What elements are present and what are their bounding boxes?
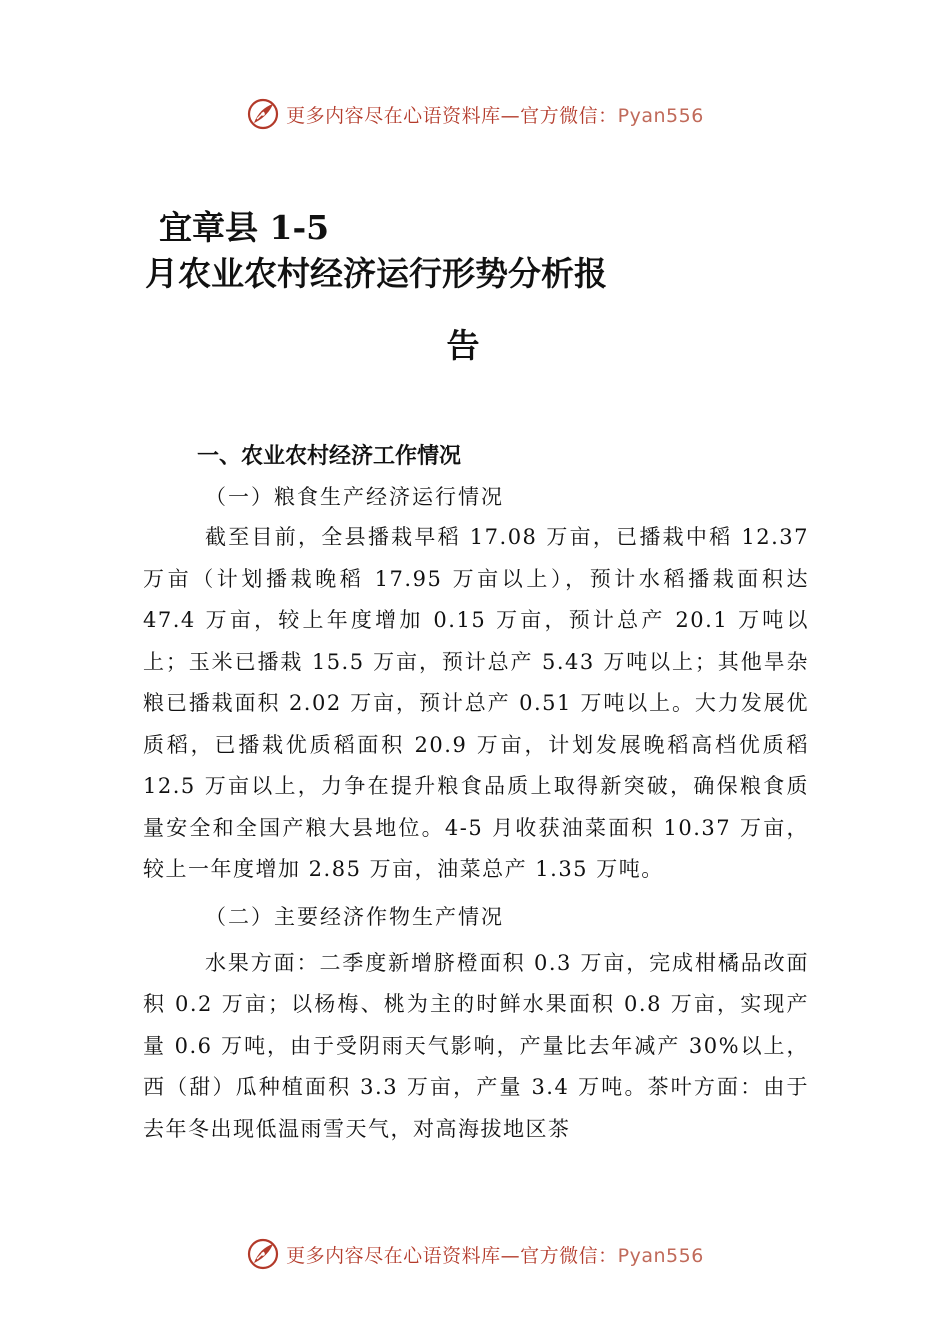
banner-wechat-id: Pyan556 xyxy=(617,1244,704,1267)
banner-wechat-id: Pyan556 xyxy=(617,104,704,127)
subsection-heading-1: （一）粮食生产经济运行情况 xyxy=(205,485,504,509)
header-banner xyxy=(0,94,950,134)
pen-nib-logo-icon xyxy=(246,1237,280,1271)
document-title xyxy=(145,205,825,369)
banner-text: 更多内容尽在心语资料库—官方微信：Pyan556 xyxy=(286,1244,704,1267)
section-heading: 一、农业农村经济工作情况 xyxy=(197,444,462,469)
subsection-heading-2: （二）主要经济作物生产情况 xyxy=(205,904,504,929)
document-body xyxy=(137,437,809,1150)
title-line-3: 告 xyxy=(446,326,480,365)
footer-banner xyxy=(0,1234,950,1274)
paragraph-cash-crops: 水果方面：二季度新增脐橙面积 0.3 万亩，完成柑橘品改面积 0.2 万亩；以杨梅、桃为主的时鲜水果面积 0.8 万亩，实现产量 0.6 万吨，由于受阴雨天气影响，产量比去年减产 30%以上，西（甜）瓜种植面积 3.3 万亩，产量 3.4 万吨。茶叶方面：由于去年冬出现低温雨雪天气，对高海拔地区茶 xyxy=(143,950,809,1141)
banner-text: 更多内容尽在心语资料库—官方微信：Pyan556 xyxy=(286,104,704,127)
pen-nib-logo-icon xyxy=(246,97,280,131)
title-line-2: 月农业农村经济运行形势分析报 xyxy=(145,254,607,293)
title-line-1: 宜章县 1-5 xyxy=(159,208,330,247)
paragraph-grain: 截至目前，全县播栽早稻 17.08 万亩，已播栽中稻 12.37 万亩（计划播栽晚稻 17.95 万亩以上），预计水稻播栽面积达 47.4 万亩，较上年度增加 0.15 万亩，预计总产 20.1 万吨以上；玉米已播栽 15.5 万亩，预计总产 5.43 万吨以上；其他旱杂粮已播栽面积 2.02 万亩，预计总产 0.51 万吨以上。大力发展优质稻，已播栽优质稻面积 20.9 万亩，计划发展晚稻高档优质稻 12.5 万亩以上，力争在提升粮食品质上取得新突破，确保粮食质量安全和全国产粮大县地位。4-5 月收获油菜面积 10.37 万亩，较上一年度增加 2.85 万亩，油菜总产 1.35 万吨。 xyxy=(143,525,809,881)
